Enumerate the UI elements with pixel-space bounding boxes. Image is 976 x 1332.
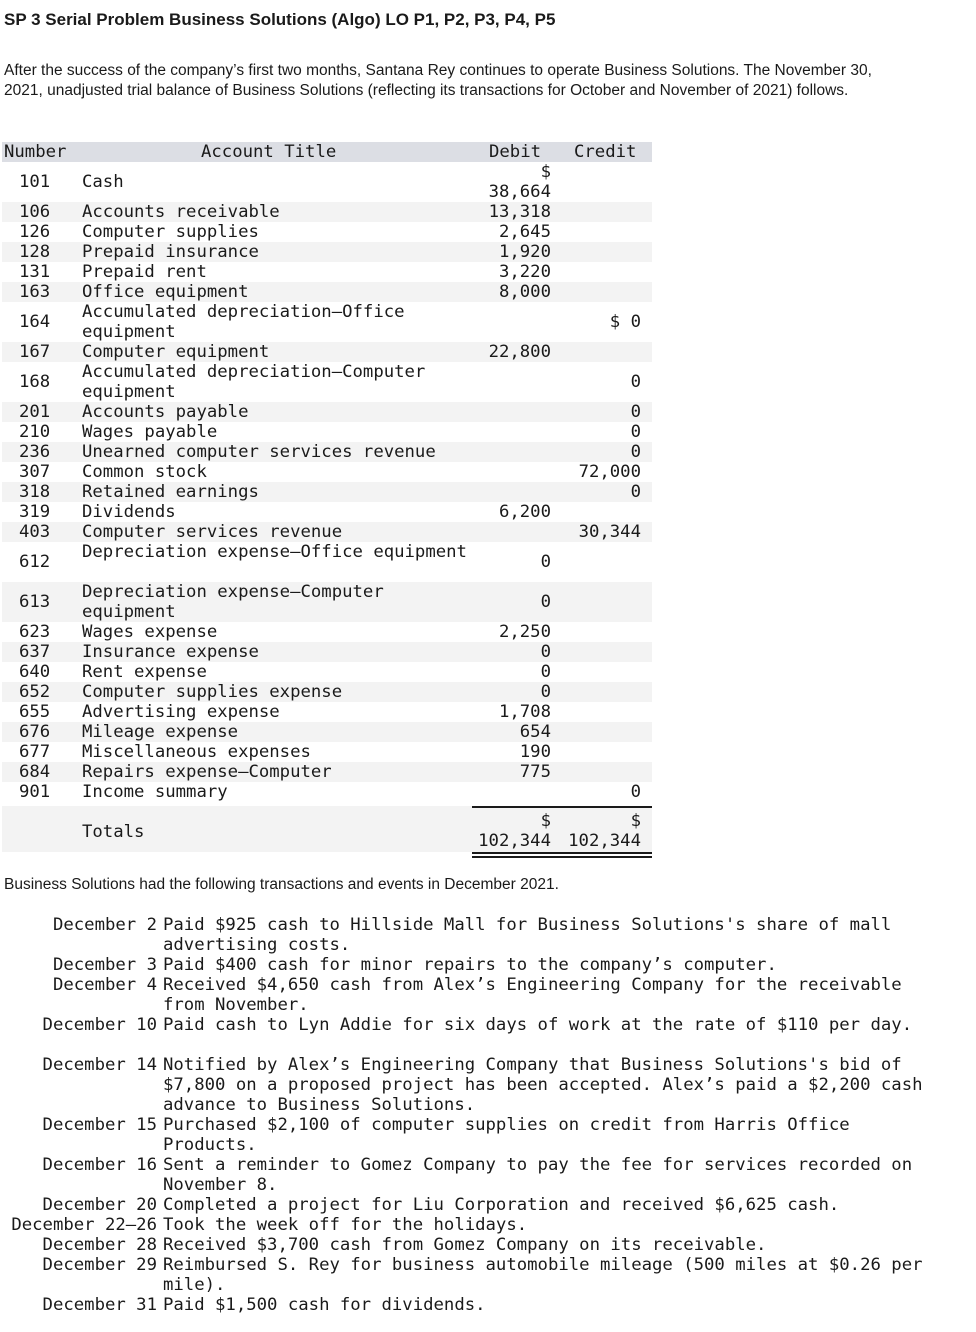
header-number: Number [4,142,67,162]
table-row [2,682,652,702]
account-title: Cash [82,172,124,192]
table-row [2,222,652,242]
table-row [2,762,652,782]
transaction-description: Paid $925 cash to Hillside Mall for Business Solutions's share of mall advertising costs. [163,915,892,955]
transaction-date: December 3 [52,955,157,975]
transaction-description: Reimbursed S. Rey for business automobile mileage (500 miles at $0.26 per mile). [163,1255,923,1295]
account-number: 684 [19,762,51,782]
transaction-description: Took the week off for the holidays. [163,1215,528,1235]
transaction-description: Paid cash to Lyn Addie for six days of work at the rate of $110 per day. [163,1015,913,1035]
account-title: Insurance expense [82,642,259,662]
totals-credit: $ 102,344 [568,811,641,851]
account-number: 126 [19,222,51,242]
account-number: 613 [19,592,51,612]
account-number: 652 [19,682,51,702]
debit-amount: 0 [540,682,551,702]
debit-amount: 0 [540,552,551,572]
table-row [2,582,652,622]
transaction-description: Completed a project for Liu Corporation and received $6,625 cash. [163,1195,840,1215]
page-title: SP 3 Serial Problem Business Solutions (Algo) LO P1, P2, P3, P4, P5 [4,10,556,29]
account-title: Accumulated depreciation—Office equipment [82,302,405,342]
debit-amount: 13,318 [488,202,551,222]
account-number: 677 [19,742,51,762]
transaction-description: Paid $400 cash for minor repairs to the company’s computer. [163,955,777,975]
account-number: 640 [19,662,51,682]
account-title: Computer supplies expense [82,682,343,702]
account-title: Repairs expense—Computer [82,762,332,782]
table-row [2,542,652,582]
account-number: 612 [19,552,51,572]
account-number: 655 [19,702,51,722]
transaction-description: Received $4,650 cash from Alex’s Engineering Company for the receivable from November. [163,975,902,1015]
transaction-date: December 4 [52,975,157,995]
account-title: Depreciation expense—Computer equipment [82,582,384,622]
transaction-date: December 29 [42,1255,157,1275]
table-row [2,522,652,542]
credit-amount: 0 [630,482,641,502]
header-account-title: Account Title [201,142,337,162]
credit-amount: 72,000 [578,462,641,482]
account-number: 164 [19,312,51,332]
account-title: Computer equipment [82,342,270,362]
table-row [2,642,652,662]
account-title: Advertising expense [82,702,280,722]
transaction-date: December 31 [42,1295,157,1315]
table-row [2,702,652,722]
table-row [2,442,652,462]
account-title: Computer supplies [82,222,259,242]
account-title: Prepaid rent [82,262,207,282]
table-row [2,202,652,222]
account-number: 623 [19,622,51,642]
credit-amount: $ 0 [609,312,641,332]
credit-amount: 0 [630,782,641,802]
transaction-date: December 22–26 [11,1215,157,1235]
debit-amount: 190 [519,742,551,762]
transaction-description: Sent a reminder to Gomez Company to pay the fee for services recorded on November 8. [163,1155,913,1195]
credit-amount: 30,344 [578,522,641,542]
account-title: Unearned computer services revenue [82,442,436,462]
table-row [2,162,652,202]
transaction-date: December 14 [42,1055,157,1075]
table-row [2,462,652,482]
account-number: 167 [19,342,51,362]
account-title: Prepaid insurance [82,242,259,262]
table-row [2,742,652,762]
transaction-date: December 16 [42,1155,157,1175]
debit-amount: $ 38,664 [488,162,551,202]
table-row [2,302,652,342]
account-title: Dividends [82,502,176,522]
table-row [2,282,652,302]
account-title: Accounts receivable [82,202,280,222]
transaction-description: Paid $1,500 cash for dividends. [163,1295,486,1315]
table-row [2,422,652,442]
debit-amount: 0 [540,662,551,682]
credit-amount: 0 [630,372,641,392]
transaction-description: Notified by Alex’s Engineering Company that Business Solutions's bid of $7,800 on a proposed project has been accepted. Alex’s paid a $2,200 cash advance to Business Solutions. [163,1055,923,1115]
account-number: 210 [19,422,51,442]
table-header [2,142,652,162]
table-row [2,662,652,682]
table-row [2,782,652,802]
account-number: 676 [19,722,51,742]
debit-amount: 2,645 [498,222,551,242]
account-title: Wages expense [82,622,218,642]
credit-amount: 0 [630,422,641,442]
table-row [2,242,652,262]
account-title: Mileage expense [82,722,239,742]
table-row [2,502,652,522]
intro-paragraph: After the success of the company’s first two months, Santana Rey continues to operate Business Solutions. The November 30, 2021, unadjusted trial balance of Business Solutions (reflecting its transactions for October and November of 2021) follows. [4,62,872,99]
debit-amount: 6,200 [498,502,551,522]
account-title: Accounts payable [82,402,249,422]
account-title: Accumulated depreciation—Computer equipment [82,362,426,402]
account-title: Retained earnings [82,482,259,502]
account-number: 318 [19,482,51,502]
debit-amount: 22,800 [488,342,551,362]
account-title: Office equipment [82,282,249,302]
debit-amount: 3,220 [498,262,551,282]
totals-debit: $ 102,344 [478,811,551,851]
header-debit: Debit [489,142,542,162]
debit-amount: 0 [540,592,551,612]
transactions-intro: Business Solutions had the following transactions and events in December 2021. [4,876,559,893]
account-title: Computer services revenue [82,522,343,542]
totals-rule [472,806,652,808]
debit-amount: 8,000 [498,282,551,302]
debit-amount: 2,250 [498,622,551,642]
table-row [2,342,652,362]
table-row [2,622,652,642]
account-title: Common stock [82,462,207,482]
totals-row [2,806,652,852]
account-title: Wages payable [82,422,218,442]
account-number: 236 [19,442,51,462]
transaction-date: December 10 [42,1015,157,1035]
debit-amount: 654 [519,722,551,742]
credit-amount: 0 [630,442,641,462]
account-number: 403 [19,522,51,542]
account-title: Miscellaneous expenses [82,742,311,762]
account-number: 637 [19,642,51,662]
debit-amount: 775 [519,762,551,782]
table-row [2,482,652,502]
account-title: Rent expense [82,662,207,682]
debit-amount: 1,708 [498,702,551,722]
account-number: 319 [19,502,51,522]
account-number: 106 [19,202,51,222]
transaction-description: Purchased $2,100 of computer supplies on credit from Harris Office Products. [163,1115,850,1155]
account-number: 901 [19,782,51,802]
transaction-date: December 2 [52,915,157,935]
table-row [2,362,652,402]
account-number: 201 [19,402,51,422]
debit-amount: 1,920 [498,242,551,262]
transaction-date: December 15 [42,1115,157,1135]
account-number: 307 [19,462,51,482]
credit-amount: 0 [630,402,641,422]
account-title: Income summary [82,782,228,802]
totals-double-rule [472,852,652,858]
transaction-description: Received $3,700 cash from Gomez Company on its receivable. [163,1235,767,1255]
debit-amount: 0 [540,642,551,662]
table-row [2,722,652,742]
account-number: 163 [19,282,51,302]
transaction-date: December 20 [42,1195,157,1215]
account-number: 131 [19,262,51,282]
table-row [2,262,652,282]
header-credit: Credit [574,142,637,162]
account-title: Depreciation expense—Office equipment [82,542,467,562]
account-number: 128 [19,242,51,262]
table-row [2,402,652,422]
transaction-date: December 28 [42,1235,157,1255]
account-number: 168 [19,372,51,392]
totals-label: Totals [82,822,145,842]
account-number: 101 [19,172,51,192]
